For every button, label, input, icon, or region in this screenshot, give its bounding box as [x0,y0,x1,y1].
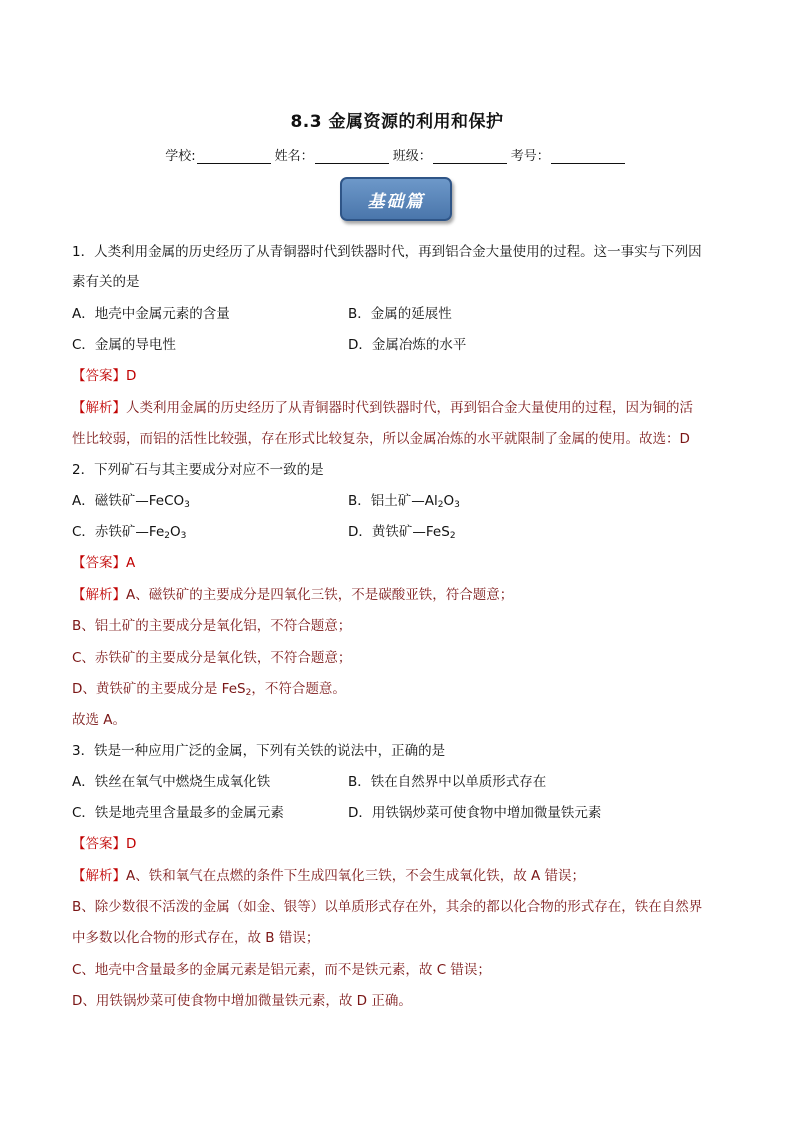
analysis-label: 【解析】 [72,400,126,416]
name-blank[interactable] [315,149,389,164]
name-field [275,145,389,164]
q3-analysis-line-1 [72,864,732,884]
q1-stem-line-2: 素有关的是 [72,274,140,290]
q1-option-d: D．金属冶炼的水平 [348,337,467,353]
q2-option-b: B．铝土矿$—Al_2O_3$ [348,493,460,510]
q3-option-c: C．铁是地壳里含量最多的金属元素 [72,805,284,821]
class-field [393,145,507,164]
q2-analysis-d: D、黄铁矿的主要成分是 FeS$_2$，不符合题意。 [72,681,346,698]
q3-option-d: D．用铁锅炒菜可使食物中增加微量铁元素 [348,805,602,821]
answer-label: 【答案】 [72,555,126,571]
q3-option-a: A．铁丝在氧气中燃烧生成氧化铁 [72,774,271,790]
q1-stem-line-1: 1．人类利用金属的历史经历了从青铜器时代到铁器时代，再到铝合金大量使用的过程。这一事实与下列因 [72,244,702,260]
answer-value: D [126,368,137,384]
student-info-row [0,145,794,164]
q2-analysis-c: C、赤铁矿的主要成分是氧化铁，不符合题意； [72,650,352,666]
q2-conclusion: 故选 A。 [72,712,127,728]
class-label: 班级： [392,149,432,164]
q1-option-c: C．金属的导电性 [72,337,176,353]
section-badge: 基础篇 [340,177,452,221]
q3-analysis-line-5: D、用铁锅炒菜可使食物中增加微量铁元素，故 D 正确。 [72,993,412,1009]
exam-number-label: 考号： [510,149,550,164]
q3-stem: 3．铁是一种应用广泛的金属，下列有关铁的说法中，正确的是 [72,743,446,759]
exam-number-field [511,145,625,164]
q2-option-a: A．磁铁矿—FeCO$_3$ [72,493,190,510]
school-blank[interactable] [197,149,271,164]
analysis-text: A、磁铁矿的主要成分是四氧化三铁，不是碳酸亚铁，符合题意； [126,587,514,603]
q1-answer [72,364,732,384]
q3-option-b: B．铁在自然界中以单质形式存在 [348,774,547,790]
class-blank[interactable] [433,149,507,164]
name-label: 姓名： [274,149,314,164]
q3-answer [72,832,732,852]
q2-stem: 2．下列矿石与其主要成分对应不一致的是 [72,462,324,478]
q3-analysis-line-3: 中多数以化合物的形式存在，故 B 错误； [72,930,320,946]
answer-value: A [126,555,136,571]
q2-analysis-line-1 [72,583,732,603]
answer-label: 【答案】 [72,368,126,384]
answer-label: 【答案】 [72,836,126,852]
q2-analysis-b: B、铝土矿的主要成分是氧化铝，不符合题意； [72,618,352,634]
analysis-text: 人类利用金属的历史经历了从青铜器时代到铁器时代，再到铝合金大量使用的过程，因为铜的活 [126,400,693,416]
q2-answer [72,551,732,571]
analysis-text: A、铁和氧气在点燃的条件下生成四氧化三铁，不会生成氧化铁，故 A 错误； [126,868,586,884]
q2-option-c: C．赤铁矿$—Fe_2O_3$ [72,524,187,541]
exam-number-blank[interactable] [551,149,625,164]
answer-value: D [126,836,137,852]
analysis-label: 【解析】 [72,587,126,603]
school-field [165,145,270,164]
analysis-label: 【解析】 [72,868,126,884]
q1-option-a: A．地壳中金属元素的含量 [72,306,230,322]
page-title: 8.3 金属资源的利用和保护 [290,112,504,132]
q1-analysis-line-2: 性比较弱，而铝的活性比较强，存在形式比较复杂，所以金属冶炼的水平就限制了金属的使用。故选：D [72,431,690,447]
q1-analysis-line-1 [72,396,732,416]
school-label: 学校: [165,149,196,164]
q3-analysis-line-4: C、地壳中含量最多的金属元素是铝元素，而不是铁元素，故 C 错误； [72,962,491,978]
q3-analysis-line-2: B、除少数很不活泼的金属（如金、银等）以单质形式存在外，其余的都以化合物的形式存在，铁在自然界 [72,899,703,915]
q2-option-d: D．黄铁矿—FeS$_2$ [348,524,456,541]
q1-option-b: B．金属的延展性 [348,306,452,322]
